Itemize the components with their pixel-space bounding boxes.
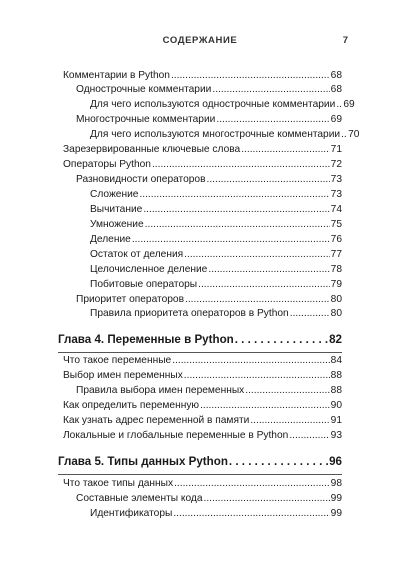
toc-leader-dots: [185, 293, 330, 307]
toc-entry[interactable]: [76, 293, 342, 307]
toc-leader-dots: [139, 188, 329, 202]
toc-entry-label: Для чего используются однострочные комментарии: [90, 99, 336, 110]
toc-entry[interactable]: [90, 98, 355, 112]
toc-entry[interactable]: [76, 83, 342, 97]
page-number: 7: [342, 35, 348, 46]
toc-leader-dots: [132, 233, 330, 247]
chapter-page: 82: [329, 333, 342, 346]
toc-entry-page: 80: [330, 294, 342, 305]
toc-entry-label: Операторы Python: [63, 159, 151, 170]
toc-leader-dots: [172, 354, 329, 368]
toc-leader-dots: [212, 83, 329, 97]
toc-leader-dots: [341, 128, 347, 142]
toc-entry[interactable]: [63, 429, 342, 443]
chapter-title: Глава 5. Типы данных Python: [58, 455, 228, 468]
toc-entry-label: Локальные и глобальные переменные в Python: [63, 430, 289, 441]
toc-leader-dots: [174, 477, 330, 491]
toc-leader-dots: [216, 113, 329, 127]
toc-entry-page: 98: [330, 478, 342, 489]
page-header: [0, 34, 400, 48]
toc-leader-dots: [143, 203, 329, 217]
toc-leader-dots: [250, 414, 329, 428]
toc-leader-dots: [173, 507, 329, 521]
toc-entry-page: 77: [330, 249, 342, 260]
toc-entry-label: Многострочные комментарии: [76, 114, 216, 125]
toc-leader-dots: [198, 278, 330, 292]
toc-entry-page: 68: [330, 84, 342, 95]
toc-entry-page: 80: [330, 308, 342, 319]
toc-entry[interactable]: [63, 399, 342, 413]
toc-entry-label: Однострочные комментарии: [76, 84, 212, 95]
toc-entry-page: 93: [330, 430, 342, 441]
toc-entry-label: Побитовые операторы: [90, 279, 198, 290]
toc-entry-label: Комментарии в Python: [63, 70, 170, 81]
toc-leader-dots: [200, 399, 330, 413]
toc-entry-label: Выбор имен переменных: [63, 370, 183, 381]
toc-leader-dots: [207, 173, 330, 187]
chapter-divider: [58, 474, 342, 475]
toc-entry[interactable]: [63, 477, 342, 491]
toc-entry-label: Как определить переменную: [63, 400, 200, 411]
toc-entry[interactable]: [90, 233, 342, 247]
toc-entry[interactable]: [63, 414, 342, 428]
toc-entry-page: 88: [330, 370, 342, 381]
toc-entry-label: Что такое типы данных: [63, 478, 174, 489]
toc-entry-page: 69: [343, 99, 355, 110]
toc-entry[interactable]: [63, 158, 342, 172]
toc-entry[interactable]: [63, 369, 342, 383]
toc-entry-page: 91: [330, 415, 342, 426]
toc-entry-label: Разновидности операторов: [76, 174, 206, 185]
toc-entry[interactable]: [76, 492, 342, 506]
toc-entry[interactable]: [76, 384, 342, 398]
toc-leader-dots: [241, 143, 329, 157]
toc-chapter-5[interactable]: [58, 454, 342, 470]
toc-entry[interactable]: [90, 307, 342, 321]
toc-entry-page: 71: [330, 144, 342, 155]
toc-leader-dots: [145, 218, 330, 232]
toc-entry-label: Приоритет операторов: [76, 294, 184, 305]
toc-entry-page: 88: [330, 385, 342, 396]
toc-entry[interactable]: [90, 188, 342, 202]
toc-entry-label: Правила приоритета операторов в Python: [90, 308, 289, 319]
toc-entry-label: Сложение: [90, 189, 139, 200]
toc-entry[interactable]: [90, 203, 342, 217]
toc-entry-page: 90: [330, 400, 342, 411]
toc-entry-label: Деление: [90, 234, 131, 245]
toc-entry[interactable]: [90, 278, 342, 292]
toc-entry-label: Зарезервированные ключевые слова: [63, 144, 241, 155]
toc-chapter-4[interactable]: [58, 332, 342, 348]
toc-entry-label: Остаток от деления: [90, 249, 184, 260]
toc-leader-dots: [245, 384, 329, 398]
toc-entry[interactable]: [90, 263, 342, 277]
toc-entry-page: 84: [330, 355, 342, 366]
toc-entry[interactable]: [63, 143, 342, 157]
toc-leader-dots: [208, 263, 329, 277]
toc-entry-label: Что такое переменные: [63, 355, 172, 366]
toc-entry-label: Целочисленное деление: [90, 264, 208, 275]
toc-entry[interactable]: [90, 218, 342, 232]
toc-leader-dots: [184, 248, 329, 262]
toc-entry-page: 78: [330, 264, 342, 275]
toc-entry-page: 99: [330, 493, 342, 504]
toc-leader-dots: [289, 429, 329, 443]
toc-entry-page: 74: [330, 204, 342, 215]
toc-entry-label: Идентификаторы: [90, 508, 173, 519]
toc-entry-page: 75: [330, 219, 342, 230]
toc-entry-label: Правила выбора имен переменных: [76, 385, 245, 396]
toc-entry[interactable]: [90, 128, 360, 142]
toc-entry[interactable]: [76, 113, 342, 127]
toc-entry-page: 68: [330, 70, 342, 81]
toc-entry[interactable]: [76, 173, 342, 187]
toc-leader-dots: [229, 454, 328, 470]
toc-leader-dots: [152, 158, 330, 172]
toc-entry-label: Как узнать адрес переменной в памяти: [63, 415, 250, 426]
toc-entry-page: 72: [330, 159, 342, 170]
toc-leader-dots: [235, 332, 328, 348]
toc-leader-dots: [290, 307, 330, 321]
toc-entry[interactable]: [63, 354, 342, 368]
toc-entry[interactable]: [63, 69, 342, 83]
toc-entry-label: Составные элементы кода: [76, 493, 203, 504]
toc-leader-dots: [336, 98, 342, 112]
running-header-title: СОДЕРЖАНИЕ: [162, 35, 238, 46]
toc-leader-dots: [204, 492, 330, 506]
chapter-page: 96: [329, 455, 342, 468]
toc-entry-page: 69: [330, 114, 342, 125]
toc-entry-page: 76: [330, 234, 342, 245]
toc-entry-page: 73: [330, 174, 342, 185]
toc-entry-label: Умножение: [90, 219, 144, 230]
toc-entry-label: Для чего используются многострочные комментарии: [90, 129, 341, 140]
toc-entry-label: Вычитание: [90, 204, 143, 215]
chapter-title: Глава 4. Переменные в Python: [58, 333, 234, 346]
toc-entry[interactable]: [90, 507, 342, 521]
toc-entry-page: 99: [330, 508, 342, 519]
chapter-divider: [58, 352, 342, 353]
toc-entry-page: 79: [330, 279, 342, 290]
toc-entry-page: 73: [330, 189, 342, 200]
toc-leader-dots: [184, 369, 330, 383]
toc-entry-page: 70: [348, 129, 360, 140]
toc-entry[interactable]: [90, 248, 342, 262]
toc-leader-dots: [171, 69, 330, 83]
